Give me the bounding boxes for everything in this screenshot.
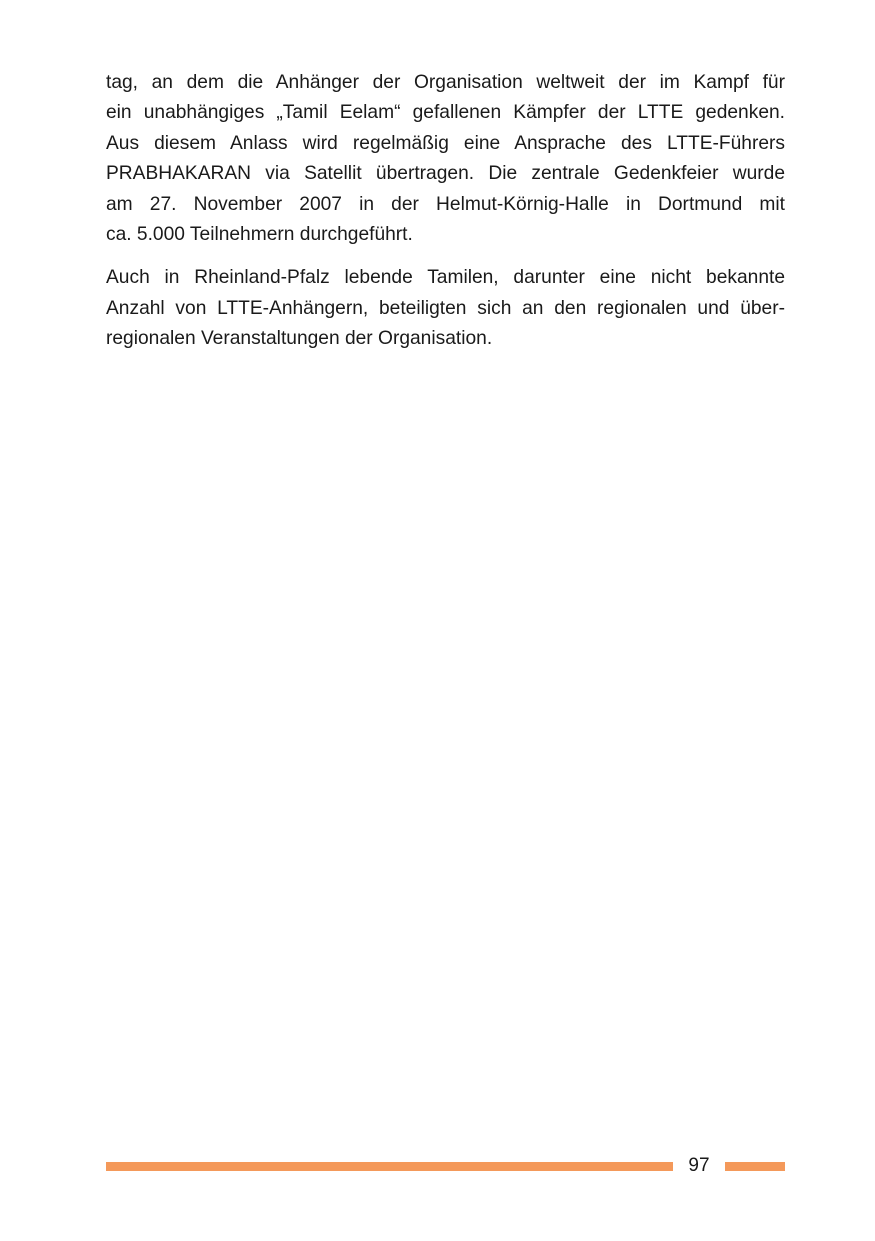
text-line: Auch in Rheinland-Pfalz lebende Tamilen, darunter eine nicht bekannte xyxy=(106,267,785,289)
text-line: ein unabhängiges „Tamil Eelam“ gefallenen Kämpfer der LTTE gedenken. xyxy=(106,102,785,124)
text-line: PRABHAKARAN via Satellit übertragen. Die zentrale Gedenkfeier wurde xyxy=(106,163,785,185)
text-line: Anzahl von LTTE-Anhängern, beteiligten sich an den regionalen und über- xyxy=(106,297,785,319)
paragraph-2 xyxy=(106,263,785,354)
text-line: ca. 5.000 Teilnehmern durchgeführt. xyxy=(106,223,413,245)
text-line: Aus diesem Anlass wird regelmäßig eine Ansprache des LTTE-Führers xyxy=(106,132,785,154)
text-line: tag, an dem die Anhänger der Organisation weltweit der im Kampf für xyxy=(106,72,785,93)
paragraph-1 xyxy=(106,68,785,250)
footer-rule-left xyxy=(106,1162,673,1171)
page-number: 97 xyxy=(688,1155,710,1176)
footer-rule-right xyxy=(725,1162,785,1171)
page-body xyxy=(106,68,785,355)
text-line: am 27. November 2007 in der Helmut-Körnig-Halle in Dortmund mit xyxy=(106,193,785,215)
page-footer xyxy=(106,1152,785,1180)
text-line: regionalen Veranstaltungen der Organisation. xyxy=(106,328,493,350)
